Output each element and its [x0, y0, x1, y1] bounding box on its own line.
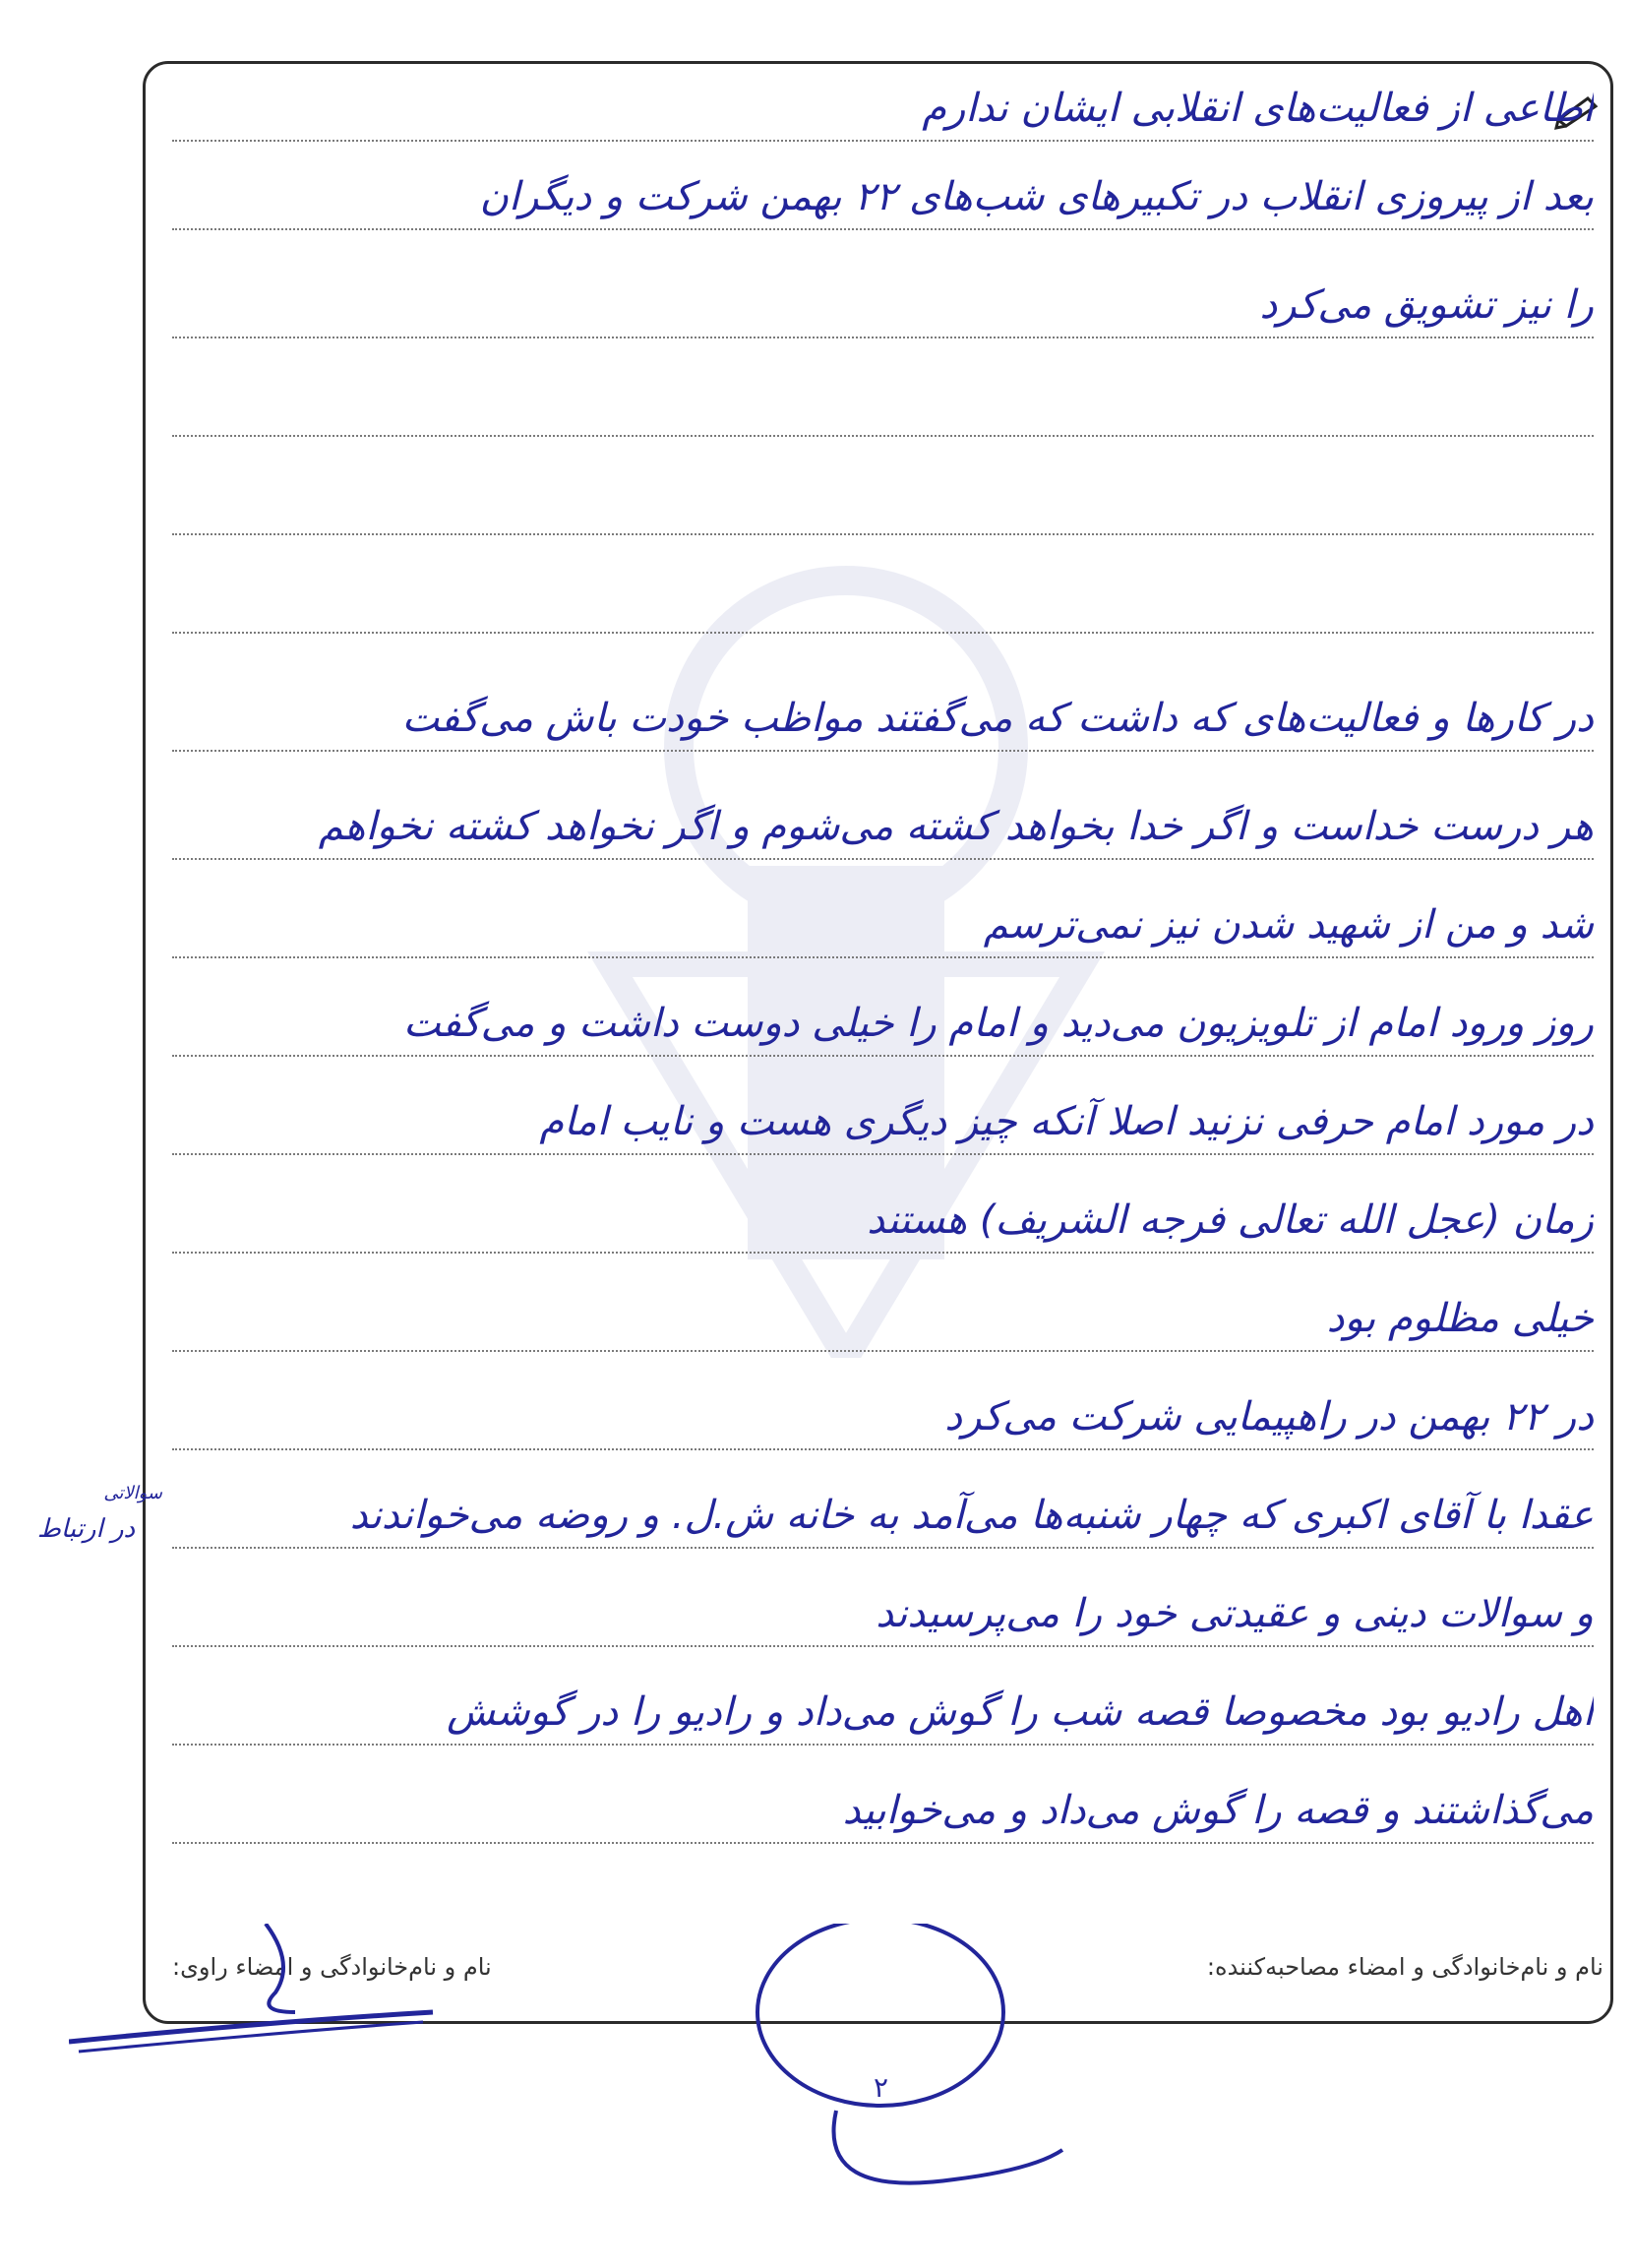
handwritten-line: زمان (عجل الله تعالی فرجه الشریف) هستند [172, 1191, 1594, 1254]
handwritten-line: خیلی مظلوم بود [172, 1289, 1594, 1352]
margin-note [0, 1476, 172, 1547]
margin-note-top: سوالاتی [103, 1483, 162, 1503]
handwritten-line: بعد از پیروزی انقلاب در تکبیرهای شب‌های ۲۲ بهمن شرکت و دیگران [172, 167, 1594, 230]
interviewer-label: نام و نام‌خانوادگی و امضاء مصاحبه‌کننده: [1206, 1953, 1603, 1981]
handwritten-line [172, 374, 1594, 437]
handwritten-line: می‌گذاشتند و قصه را گوش می‌داد و می‌خوابید [172, 1781, 1594, 1844]
handwritten-line [172, 571, 1594, 634]
page-number: ۲ [874, 2071, 889, 2104]
signature-scribble [69, 1924, 1200, 2268]
handwritten-line: در ۲۲ بهمن در راهپیمایی شرکت می‌کرد [172, 1387, 1594, 1450]
handwritten-line: اهل رادیو بود مخصوصا قصه شب را گوش می‌داد و رادیو را در گوشش [172, 1683, 1594, 1746]
handwritten-line [172, 472, 1594, 535]
handwritten-line: و سوالات دینی و عقیدتی خود را می‌پرسیدند [172, 1584, 1594, 1647]
handwritten-line: را نیز تشویق می‌کرد [172, 276, 1594, 338]
handwritten-line: روز ورود امام از تلویزیون می‌دید و امام را خیلی دوست داشت و می‌گفت [172, 994, 1594, 1057]
handwritten-line: در مورد امام حرفی نزنید اصلا آنکه چیز دیگری هست و نایب امام [172, 1092, 1594, 1155]
margin-note-text: در ارتباط [36, 1514, 136, 1544]
handwritten-line: شد و من از شهید شدن نیز نمی‌ترسم [172, 895, 1594, 958]
narrator-label: نام و نام‌خانوادگی و امضاء راوی: [172, 1953, 492, 1981]
handwritten-line: هر درست خداست و اگر خدا بخواهد کشته می‌شوم و اگر نخواهد کشته نخواهم [172, 797, 1594, 860]
handwritten-line: در کارها و فعالیت‌های که داشت که می‌گفتند مواظب خودت باش می‌گفت [172, 689, 1594, 752]
handwritten-line: عقدا با آقای اکبری که چهار شنبه‌ها می‌آمد به خانه ش.ل. و روضه می‌خواندند [172, 1486, 1594, 1549]
handwritten-line: اطاعی از فعالیت‌های انقلابی ایشان ندارم [172, 79, 1594, 142]
